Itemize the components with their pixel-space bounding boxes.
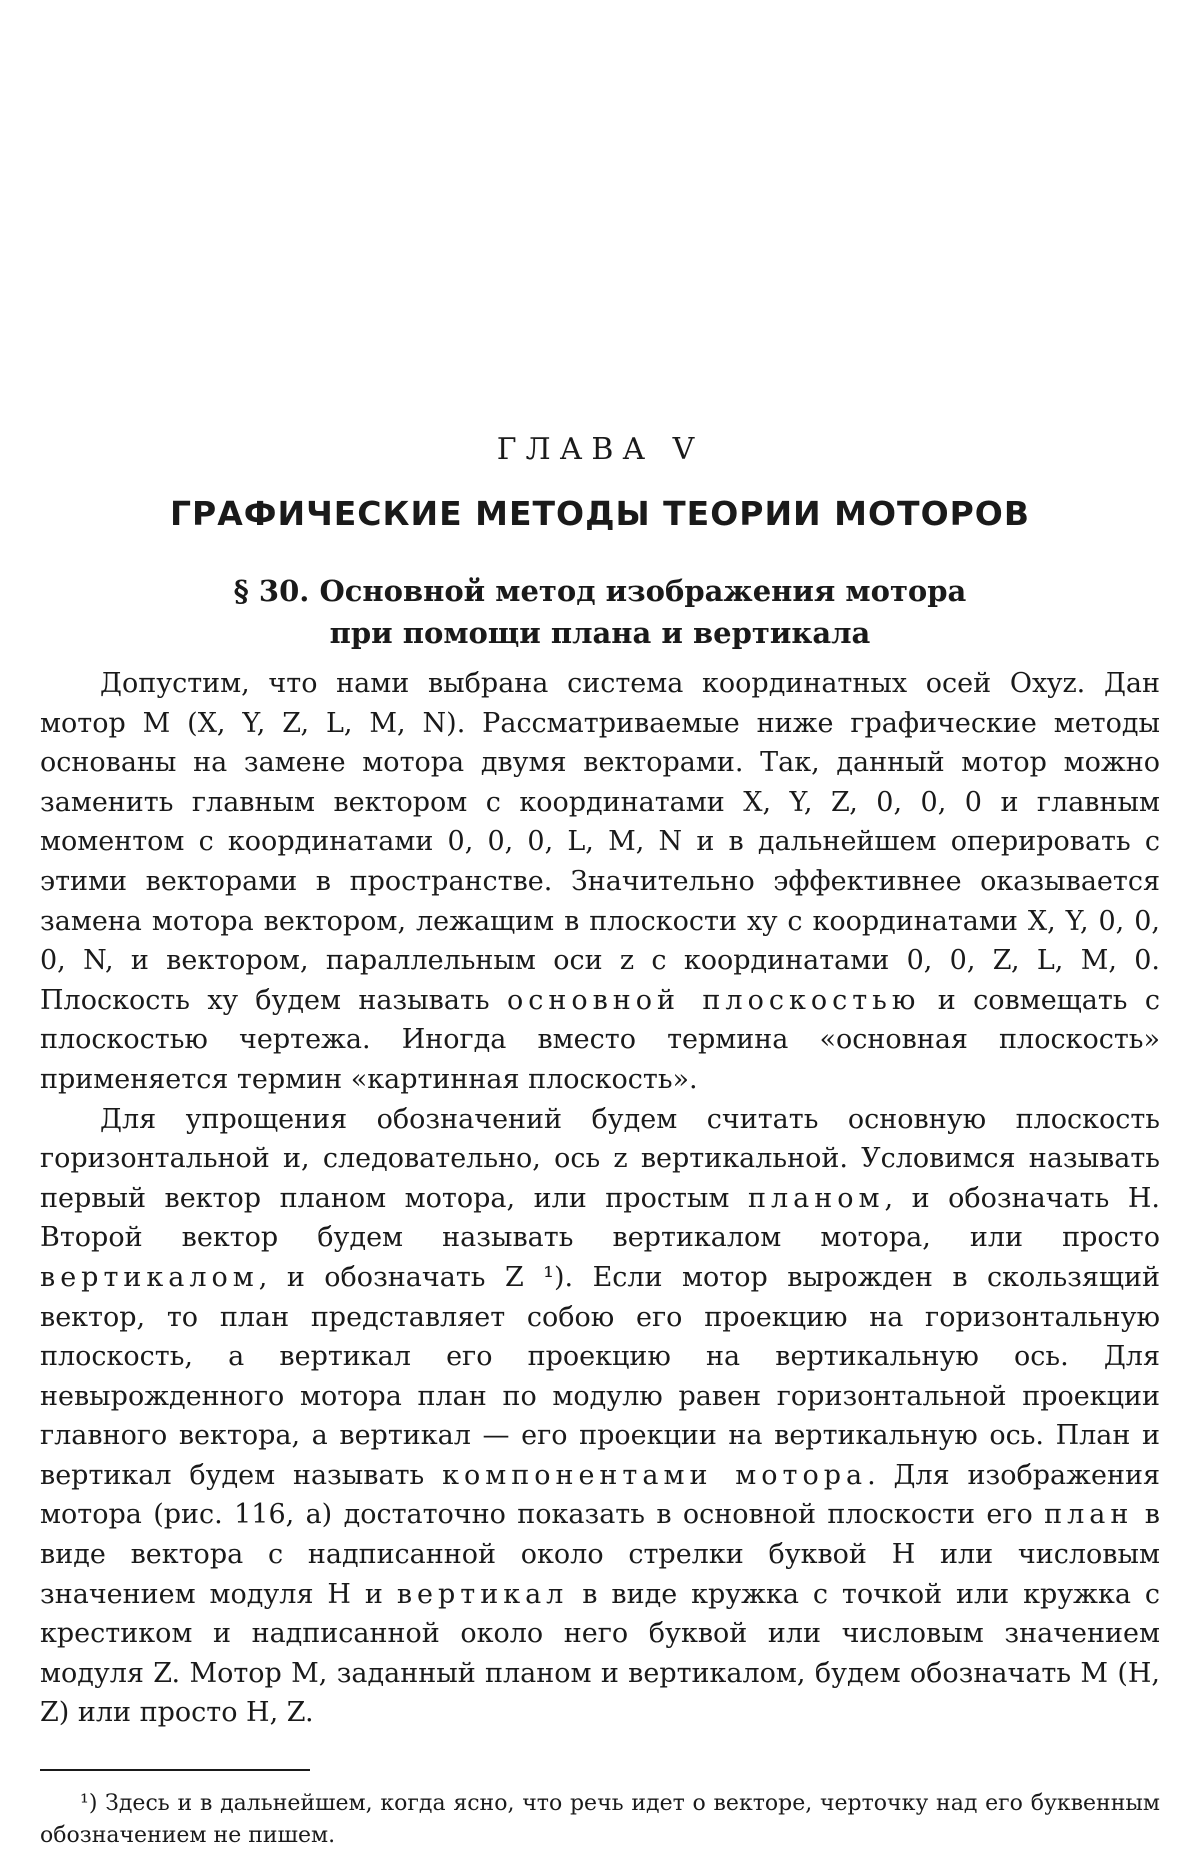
spaced-term: компонентами мотора — [442, 1459, 868, 1491]
chapter-title: ГРАФИЧЕСКИЕ МЕТОДЫ ТЕОРИИ МОТОРОВ — [169, 494, 1031, 533]
spaced-term: вертикалом — [40, 1261, 259, 1293]
paragraph-1 — [40, 664, 1160, 1100]
paragraph-2 — [40, 1100, 1160, 1734]
text-run: , и обозначать Z ¹). Если мотор вырожден в скользящий вектор, то план представляет собою его проекцию на горизонтальную плоскость, а вертикал его проекцию на вертикальную ось. Для невырожденного мотора план по модулю равен горизонтальной проекции главного вектора, а вертикал — его проекции на вертикальную ось. План и вертикал будем называть — [40, 1261, 1160, 1491]
text-run: Допустим, что нами выбрана система координатных осей Oxyz. Дан мотор M (X, Y, Z, L, M, N). Рассматриваемые ниже графические методы основаны на замене мотора двумя векторами. Так, данный мотор можно заменить главным вектором с координатами X, Y, Z, 0, 0, 0 и главным моментом с координатами 0, 0, 0, L, M, N и в дальнейшем оперировать с этими векторами в пространстве. Значительно эффективнее оказывается замена мотора вектором, лежащим в плоскости xy с координатами X, Y, 0, 0, 0, N, и вектором, параллельным оси z с координатами 0, 0, Z, L, M, 0. Плоскость xy будем называть — [40, 668, 1160, 1016]
spaced-term: план — [1044, 1499, 1134, 1531]
spaced-term: планом — [747, 1182, 885, 1214]
text-run: и совмещать с плоскостью чертежа. Иногда вместо термина «основная плоскость» применяется термин «картинная плоскость». — [40, 984, 1161, 1095]
text-run: , и обозначать H. Второй вектор будем называть вертикалом мотора, или просто — [40, 1182, 1160, 1254]
footnote: ¹) Здесь и в дальнейшем, когда ясно, что речь идет о векторе, черточку над его буквенным обозначением не пишем. — [40, 1791, 1160, 1848]
spaced-term: вертикал — [396, 1578, 569, 1610]
section-heading-line-1: § 30. Основной метод изображения мотора — [233, 574, 967, 608]
text-run: в виде кружка с точкой или кружка с крестиком и надписанной около него буквой или числовым значением модуля Z. Мотор M, заданный планом и вертикалом, будем обозначать M (H, Z) или просто H, Z. — [40, 1578, 1160, 1729]
section-heading-line-2: при помощи плана и вертикала — [329, 616, 871, 650]
text-run: . Для изображения мотора (рис. 116, a) достаточно показать в основной плоскости его — [40, 1459, 1160, 1531]
spaced-term: основной плоскостью — [506, 984, 921, 1016]
text-run: в виде вектора с надписанной около стрелки буквой H или числовым значением модуля H и — [40, 1499, 1160, 1610]
footnote-divider — [40, 1769, 310, 1771]
body-text — [40, 664, 1160, 1733]
chapter-label: ГЛАВА V — [496, 432, 704, 467]
text-run: Для упрощения обозначений будем считать основную плоскость горизонтальной и, следовательно, ось z вертикальной. Условимся называть первый вектор планом мотора, или простым — [40, 1103, 1160, 1214]
section-heading — [0, 570, 1200, 654]
